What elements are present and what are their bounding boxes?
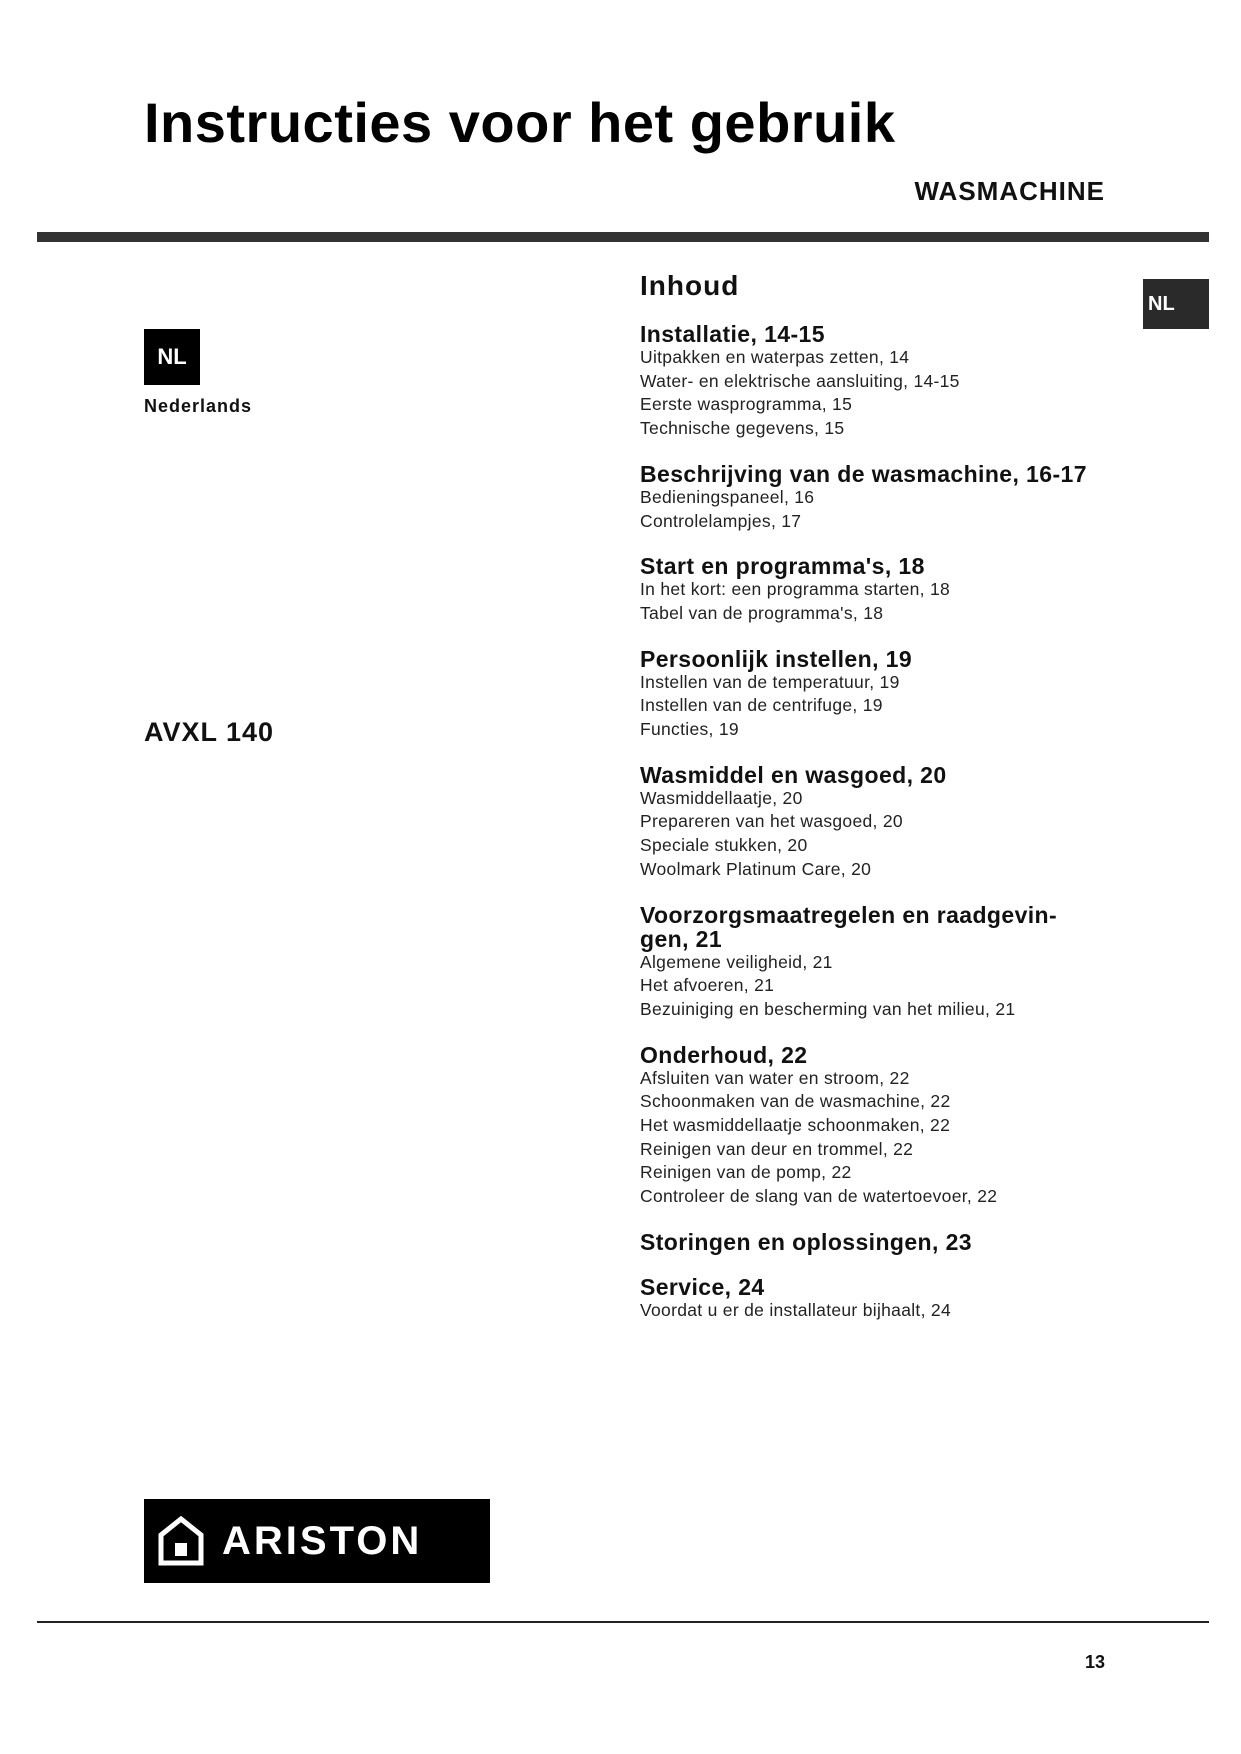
toc-section-persoonlijk	[640, 647, 1110, 742]
toc-entry[interactable]: Reinigen van de pomp, 22	[640, 1162, 852, 1183]
toc-section-title[interactable]: Wasmiddel en wasgoed, 20	[640, 761, 947, 788]
toc-heading: Inhoud	[640, 270, 740, 301]
toc-entry[interactable]: Controlelampjes, 17	[640, 510, 802, 531]
toc-entry[interactable]: Uitpakken en waterpas zetten, 14	[640, 347, 910, 367]
toc-section-title[interactable]: Start en programma's, 18	[640, 553, 925, 580]
toc-entry[interactable]: Het wasmiddellaatje schoonmaken, 22	[640, 1115, 951, 1136]
toc-section-installatie	[640, 322, 1110, 441]
toc-entry[interactable]: Woolmark Platinum Care, 20	[640, 858, 872, 879]
toc-entry[interactable]: Afsluiten van water en stroom, 22	[640, 1067, 910, 1088]
toc-entry[interactable]: Bezuiniging en bescherming van het milieu, 21	[640, 998, 1016, 1019]
toc-section-title[interactable]: Onderhoud, 22	[640, 1041, 808, 1068]
toc-section-service	[640, 1275, 1110, 1323]
brand-name: ARISTON	[222, 1518, 423, 1563]
toc-entry[interactable]: Tabel van de programma's, 18	[640, 602, 884, 623]
table-of-contents	[640, 266, 1110, 1344]
toc-entry[interactable]: Reinigen van deur en trommel, 22	[640, 1138, 914, 1159]
toc-section-storingen	[640, 1230, 1110, 1254]
toc-section-title[interactable]: Installatie, 14-15	[640, 321, 825, 347]
toc-entry[interactable]: Water- en elektrische aansluiting, 14-15	[640, 370, 960, 391]
model-number: AVXL 140	[144, 717, 275, 747]
page-title: Instructies voor het gebruik	[144, 91, 896, 154]
toc-entry[interactable]: Schoonmaken van de wasmachine, 22	[640, 1091, 951, 1112]
language-tab-label: NL	[1148, 292, 1175, 315]
toc-section-title[interactable]: Storingen en oplossingen, 23	[640, 1228, 972, 1255]
toc-entry[interactable]: In het kort: een programma starten, 18	[640, 579, 951, 600]
header-divider	[37, 232, 1209, 242]
language-tab[interactable]	[1143, 279, 1209, 329]
toc-entry[interactable]: Algemene veiligheid, 21	[640, 951, 833, 972]
brand-logo	[144, 1499, 490, 1583]
toc-entry[interactable]: Functies, 19	[640, 719, 739, 740]
toc-entry[interactable]: Speciale stukken, 20	[640, 835, 808, 856]
toc-section-title[interactable]: Service, 24	[640, 1273, 765, 1300]
toc-entry[interactable]: Technische gegevens, 15	[640, 418, 845, 439]
page-number: 13	[1084, 1652, 1105, 1672]
toc-entry[interactable]: Instellen van de centrifuge, 19	[640, 695, 883, 716]
toc-section-wasmiddel	[640, 763, 1110, 882]
house-icon	[158, 1516, 204, 1566]
toc-entry[interactable]: Het afvoeren, 21	[640, 975, 775, 996]
toc-section-start	[640, 554, 1110, 625]
toc-section-title[interactable]: Voorzorgsmaatregelen en raadgevin-gen, 21	[640, 901, 1058, 952]
toc-entry[interactable]: Wasmiddellaatje, 20	[640, 787, 803, 808]
toc-entry[interactable]: Bedieningspaneel, 16	[640, 486, 815, 507]
toc-section-voorzorg	[640, 903, 1110, 1022]
language-badge: NL	[144, 329, 200, 385]
toc-entry[interactable]: Instellen van de temperatuur, 19	[640, 671, 900, 692]
toc-entry[interactable]: Voordat u er de installateur bijhaalt, 24	[640, 1299, 951, 1320]
toc-section-title[interactable]: Persoonlijk instellen, 19	[640, 645, 913, 672]
language-label: Nederlands	[144, 396, 253, 416]
toc-section-beschrijving	[640, 462, 1110, 533]
toc-entry[interactable]: Controleer de slang van de watertoevoer, 22	[640, 1186, 998, 1207]
toc-section-title[interactable]: Beschrijving van de wasmachine, 16-17	[640, 460, 1087, 487]
document-subtitle: WASMACHINE	[914, 176, 1105, 206]
toc-section-onderhoud	[640, 1043, 1110, 1209]
toc-entry[interactable]: Prepareren van het wasgoed, 20	[640, 811, 903, 832]
toc-entry[interactable]: Eerste wasprogramma, 15	[640, 394, 853, 415]
footer-divider	[37, 1621, 1209, 1623]
